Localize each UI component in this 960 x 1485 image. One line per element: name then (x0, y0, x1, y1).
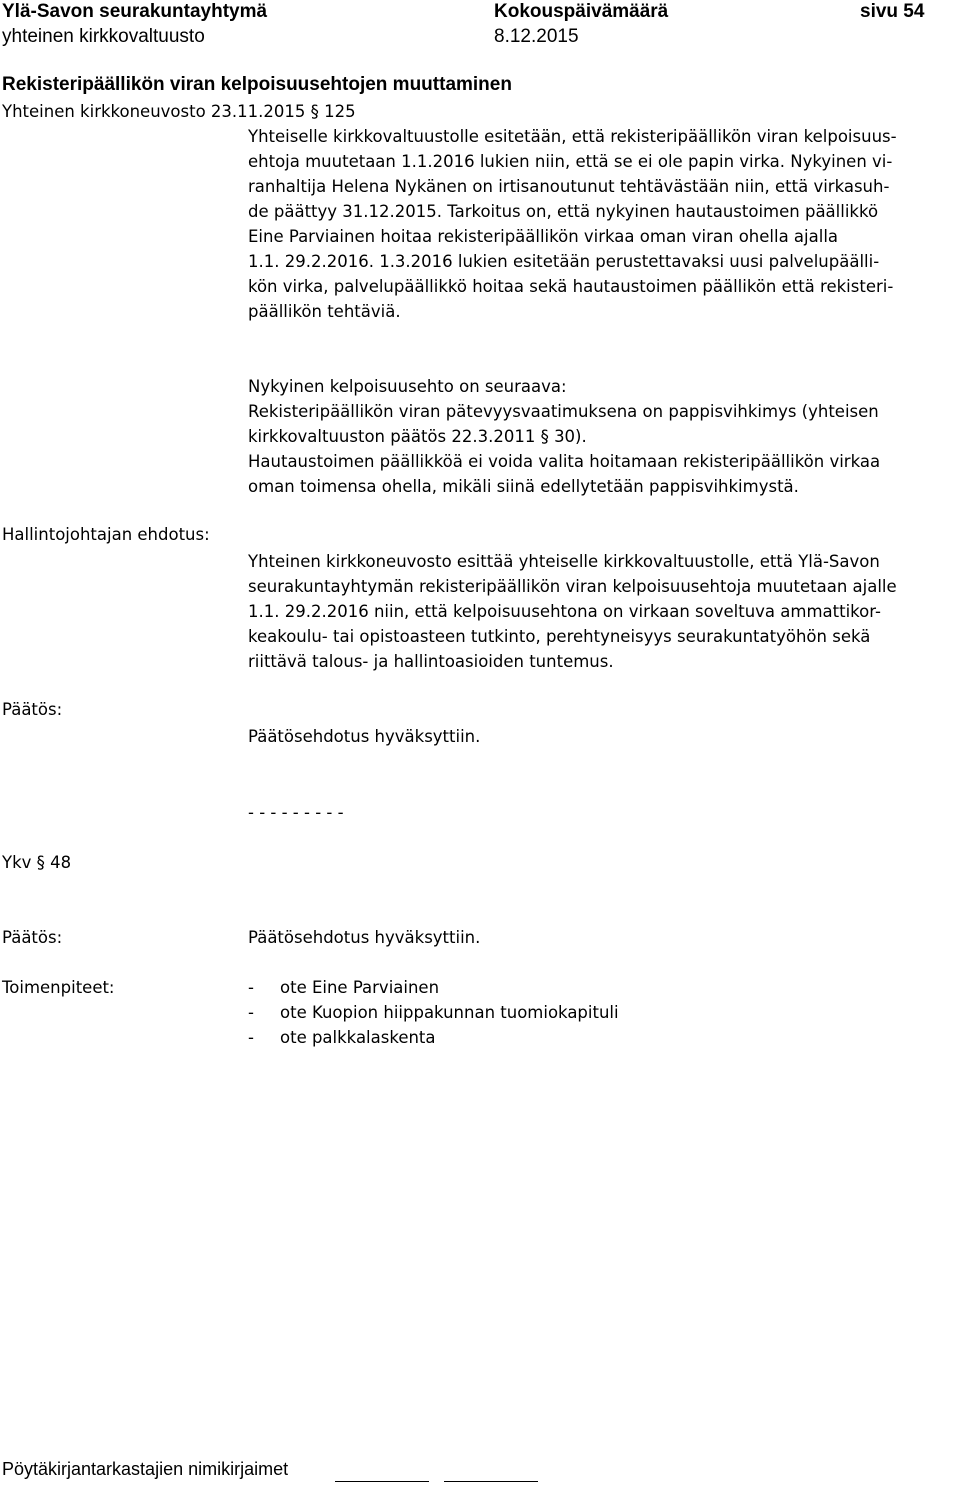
text-line: de päättyy 31.12.2015. Tarkoitus on, että nykyinen hautaustoimen päällikkö (248, 202, 879, 221)
ykv-reference: Ykv § 48 (2, 853, 72, 872)
action-item: - ote Eine Parviainen (248, 975, 439, 1000)
section-title: Rekisteripäällikön viran kelpoisuusehtojen muuttaminen (2, 74, 512, 95)
page-number: sivu 54 (860, 1, 925, 22)
signature-line (444, 1481, 538, 1482)
proposal-paragraph (248, 549, 897, 674)
current-qualification-paragraph (248, 374, 879, 449)
text-line: Yhteinen kirkkoneuvosto esittää yhteiselle kirkkovaltuustolle, että Ylä-Savon (248, 552, 880, 571)
text-line: ehtoja muutetaan 1.1.2016 lukien niin, että se ei ole papin virka. Nykyinen vi- (248, 152, 893, 171)
action-item: - ote palkkalaskenta (248, 1025, 436, 1050)
bullet-dash: - (248, 1003, 254, 1022)
text-line: Yhteiselle kirkkovaltuustolle esitetään, että rekisteripäällikön viran kelpoisuus- (248, 127, 897, 146)
text-line: Hautaustoimen päällikköä ei voida valita hoitamaan rekisteripäällikön virkaa (248, 452, 881, 471)
text-line: Eine Parviainen hoitaa rekisteripäällikön virkaa oman viran ohella ajalla (248, 227, 839, 246)
bullet-dash: - (248, 978, 254, 997)
separator: - - - - - - - - - (248, 803, 344, 822)
text-line: keakoulu- tai opistoasteen tutkinto, perehtyneisyys seurakuntatyöhön sekä (248, 627, 871, 646)
text-line: kön virka, palvelupäällikkö hoitaa sekä hautaustoimen päällikön että rekisteri- (248, 277, 894, 296)
text-line: kirkkovaltuuston päätös 22.3.2011 § 30). (248, 427, 587, 446)
text-line: 1.1. 29.2.2016 niin, että kelpoisuusehtona on virkaan soveltuva ammattikor- (248, 602, 881, 621)
decision-text: Päätösehdotus hyväksyttiin. (248, 727, 481, 746)
decision-label: Päätös: (2, 928, 63, 947)
meeting-body: yhteinen kirkkovaltuusto (2, 26, 205, 47)
action-item: - ote Kuopion hiippakunnan tuomiokapituli (248, 1000, 619, 1025)
text-line: Nykyinen kelpoisuusehto on seuraava: (248, 377, 567, 396)
meeting-date: 8.12.2015 (494, 26, 579, 47)
text-line: seurakuntayhtymän rekisteripäällikön viran kelpoisuusehtoja muutetaan ajalle (248, 577, 897, 596)
decision-text: Päätösehdotus hyväksyttiin. (248, 928, 481, 947)
text-line: riittävä talous- ja hallintoasioiden tuntemus. (248, 652, 614, 671)
organization-name: Ylä-Savon seurakuntayhtymä (2, 1, 268, 22)
restriction-paragraph (248, 449, 880, 499)
proposal-label: Hallintojohtajan ehdotus: (2, 525, 210, 544)
text-line: oman toimensa ohella, mikäli siinä edellytetään pappisvihkimystä. (248, 477, 799, 496)
actions-label: Toimenpiteet: (2, 978, 115, 997)
text-line: päällikön tehtäviä. (248, 302, 401, 321)
reference-line: Yhteinen kirkkoneuvosto 23.11.2015 § 125 (2, 102, 356, 121)
text-line: 1.1. 29.2.2016. 1.3.2016 lukien esitetään perustettavaksi uusi palvelupäälli- (248, 252, 880, 271)
text-line: ranhaltija Helena Nykänen on irtisanoutunut tehtävästään niin, että virkasuh- (248, 177, 890, 196)
meeting-date-label: Kokouspäivämäärä (494, 1, 669, 22)
text-line: Rekisteripäällikön viran pätevyysvaatimuksena on pappisvihkimys (yhteisen (248, 402, 879, 421)
signature-line (335, 1481, 429, 1482)
initials-label: Pöytäkirjantarkastajien nimikirjaimet (2, 1459, 289, 1479)
background-paragraph (248, 124, 897, 324)
decision-label: Päätös: (2, 700, 63, 719)
bullet-dash: - (248, 1028, 254, 1047)
